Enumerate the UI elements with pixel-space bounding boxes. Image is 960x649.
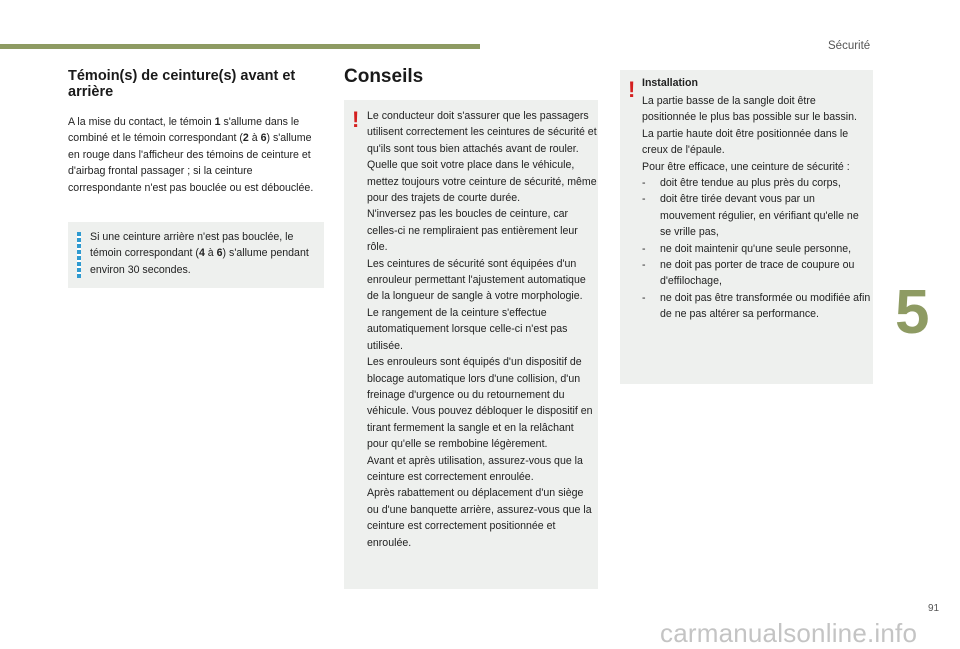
- installation-paragraph: La partie haute doit être positionnée dans le creux de l'épaule.: [642, 127, 849, 157]
- dash: -: [642, 259, 646, 272]
- dash: -: [642, 291, 646, 304]
- text-run: ) s'allume en rouge dans l'afficheur des témoins de ceinture et d'airbag frontal passager ; si la ceinture correspondante n'est pas bouclée ou est débouclée.: [68, 132, 314, 194]
- watermark: carmanualsonline.info: [660, 618, 918, 648]
- list-item: [642, 290, 872, 323]
- lamp-number: 1: [214, 116, 221, 128]
- warning-text: Le conducteur doit s'assurer que les passagers utilisent correctement les ceintures de sécurité et qu'ils sont tous bien attachés avant de rouler. Quelle que soit votre place dans le véhicule, mettez toujours votre ceinture de sécurité, même pour des trajets de courte durée. N'inversez pas les boucles de ceinture, car celles-ci ne rempliraient pas entièrement leur rôle. Les ceintures de sécurité sont équipées d'un enrouleur permettant l'ajustement automatique de la longueur de sangle à votre morphologie. Le rangement de la ceinture s'effectue automatiquement lorsque celle-ci n'est pas utilisée. Les enrouleurs sont équipés d'un dispositif de blocage automatique lors d'une collision, d'un freinage d'urgence ou du retournement du véhicule. Vous pouvez débloquer le dispositif en tirant fermement la sangle et en la relâchant pour qu'elle se rembobine légèrement. Avant et après utilisation, assurez-vous que la ceinture est correctement enroulée. Après rabattement ou déplacement d'un siège ou d'une banquette arrière, assurez-vous que la ceinture est correctement positionnée et enroulée.: [367, 110, 597, 549]
- text-run: Si une ceinture arrière n'est pas bouclée, le témoin correspondant (: [90, 231, 294, 260]
- left-column: [68, 68, 324, 196]
- page-number: 91: [928, 603, 940, 614]
- section-title: Témoin(s) de ceinture(s) avant et arrière: [68, 68, 296, 100]
- lamp-number: 4: [198, 247, 205, 260]
- installation-paragraph: La partie basse de la sangle doit être positionnée le plus bas possible sur le bassin.: [642, 95, 857, 124]
- lamp-number: 2: [242, 132, 249, 145]
- text-run: ) s'allume pendant environ 30 secondes.: [90, 247, 309, 276]
- info-icon: [77, 232, 81, 278]
- advice-title: Conseils: [344, 66, 424, 87]
- dash: -: [642, 193, 646, 206]
- info-box: [68, 222, 324, 288]
- lamp-number: 6: [260, 132, 267, 145]
- header-rule: [0, 44, 480, 49]
- list-item: [642, 175, 872, 191]
- dash: -: [642, 242, 646, 255]
- text-run: A la mise du contact, le témoin: [68, 116, 215, 128]
- warning-icon: !: [628, 77, 636, 102]
- section-name: Sécurité: [828, 40, 871, 52]
- info-text: [90, 229, 318, 278]
- requirements-list: [642, 175, 872, 323]
- list-item-text: ne doit pas être transformée ou modifiée afin de ne pas altérer sa performance.: [660, 291, 871, 321]
- list-item-text: doit être tirée devant vous par un mouvement régulier, en vérifiant qu'elle ne se vrille pas,: [660, 193, 859, 239]
- list-item-text: doit être tendue au plus près du corps,: [660, 177, 841, 190]
- installation-paragraph: Pour être efficace, une ceinture de sécurité :: [642, 160, 850, 173]
- list-item: [642, 241, 872, 257]
- list-item: [642, 191, 872, 240]
- dash: -: [642, 177, 646, 190]
- installation-text: [642, 93, 872, 323]
- list-item-text: ne doit pas porter de trace de coupure ou d'effilochage,: [660, 259, 855, 288]
- intro-paragraph: [68, 114, 324, 196]
- installation-box: [620, 70, 873, 384]
- lamp-number: 6: [216, 247, 223, 260]
- chapter-number: 5: [895, 278, 930, 347]
- installation-title: Installation: [642, 77, 698, 89]
- text-run: à: [204, 247, 217, 260]
- warning-box: [344, 100, 598, 589]
- text-run: à: [248, 132, 261, 145]
- list-item-text: ne doit maintenir qu'une seule personne,: [660, 242, 852, 255]
- text-run: s'allume dans le combiné et le témoin correspondant (: [68, 116, 300, 145]
- warning-icon: !: [352, 107, 360, 132]
- list-item: [642, 257, 872, 290]
